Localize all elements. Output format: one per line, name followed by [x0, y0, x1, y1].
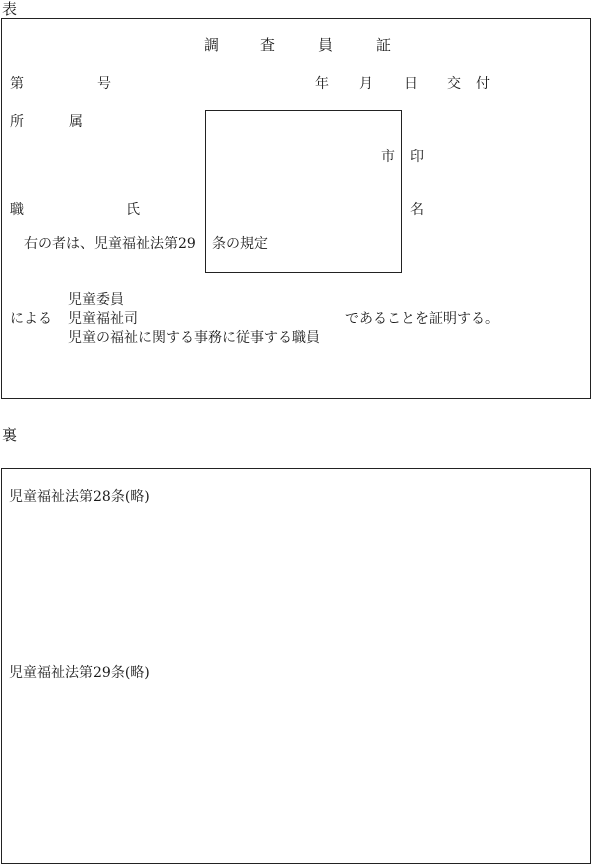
affiliation-zoku: 属: [69, 114, 83, 130]
issue-day: 日: [404, 76, 418, 92]
back-side-label: 裏: [2, 426, 18, 444]
title-char-4: 証: [376, 36, 392, 54]
issue-month: 月: [359, 76, 373, 92]
name-shi: 氏: [126, 202, 140, 218]
role-2: 児童福祉司: [68, 311, 138, 327]
title-char-1: 調: [204, 36, 220, 54]
number-go: 号: [97, 76, 111, 92]
name-mei: 名: [410, 202, 424, 218]
issue-year: 年: [315, 76, 329, 92]
issued-1: 交: [447, 76, 461, 92]
affiliation-sho: 所: [10, 114, 24, 130]
statement-by: による: [10, 311, 52, 327]
title-char-3: 員: [318, 36, 334, 54]
job-label: 職: [10, 202, 24, 218]
statement-certify: であることを証明する。: [345, 311, 499, 327]
article-28: 児童福祉法第28条(略): [9, 489, 150, 505]
role-1: 児童委員: [68, 292, 124, 308]
front-side-label: 表: [2, 0, 18, 18]
role-3: 児童の福祉に関する事務に従事する職員: [68, 330, 320, 346]
article-29: 児童福祉法第29条(略): [9, 665, 150, 681]
seal-stamp: 印: [410, 149, 424, 165]
issued-2: 付: [476, 76, 490, 92]
statement-intro-left: 右の者は、児童福祉法第29: [24, 236, 196, 252]
number-dai: 第: [10, 76, 24, 92]
seal-city: 市: [381, 149, 395, 165]
title-char-2: 査: [260, 36, 276, 54]
statement-intro-right: 条の規定: [212, 236, 268, 252]
